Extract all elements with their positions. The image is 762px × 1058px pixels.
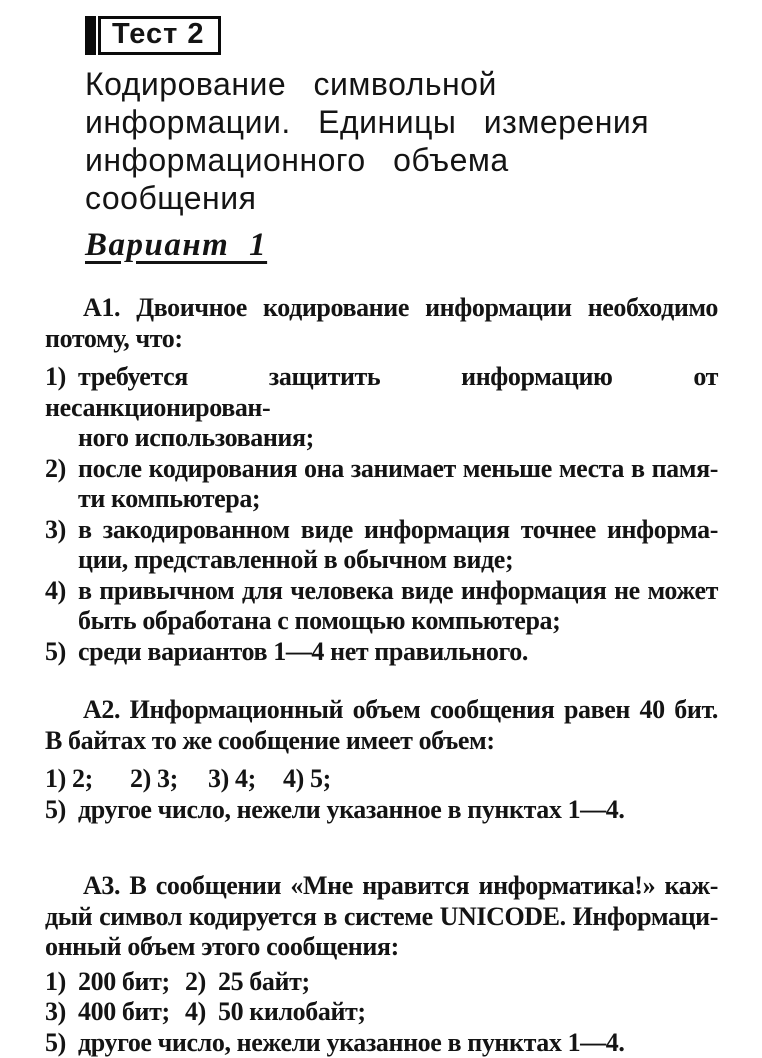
option-text: среди вариантов 1—4 нет правильного.	[78, 637, 528, 666]
question-a3	[45, 871, 718, 1058]
options-grid-row	[45, 997, 718, 1028]
option-number: 3)	[208, 764, 229, 793]
variant-heading: Вариант 1	[85, 225, 267, 265]
question-a3-text	[45, 871, 718, 963]
option-text: 5;	[310, 764, 331, 793]
option-2	[130, 764, 208, 795]
option-text: 200 бит;	[78, 967, 170, 996]
option-number: 4)	[283, 764, 304, 793]
question-number: А2.	[83, 695, 120, 724]
title-line: Кодирование символьной	[85, 65, 718, 103]
question-number: А3.	[83, 871, 120, 900]
question-line	[45, 293, 718, 324]
test-badge	[85, 16, 221, 55]
option-text: 3;	[157, 764, 178, 793]
title-line: информационного объема	[85, 141, 718, 179]
option-4	[45, 576, 718, 637]
question-line: В байтах то же сообщение имеет объем:	[45, 726, 718, 757]
option-number: 1)	[45, 764, 66, 793]
page-title	[85, 65, 718, 217]
question-number: А1.	[83, 293, 120, 322]
question-a2	[45, 695, 718, 825]
option-number: 3)	[45, 515, 78, 546]
option-5	[45, 795, 718, 826]
option-number: 1)	[45, 362, 78, 393]
question-a1	[45, 293, 718, 667]
question-line-text: В сообщении «Мне нравится информатика!» каж-	[129, 871, 718, 900]
option-text: 2;	[72, 764, 93, 793]
option-line	[45, 454, 718, 485]
option-3	[45, 997, 185, 1028]
question-a1-text	[45, 293, 718, 354]
question-line	[45, 871, 718, 902]
title-line: сообщения	[85, 179, 718, 217]
option-number: 5)	[45, 637, 78, 668]
option-5	[45, 637, 718, 668]
option-number: 5)	[45, 795, 78, 826]
option-line	[45, 795, 718, 826]
option-1	[45, 362, 718, 454]
option-text: другое число, нежели указанное в пунктах 1—4.	[78, 795, 625, 824]
test-body	[45, 293, 718, 1058]
question-line-text: Информационный объем сообщения равен 40 бит.	[130, 695, 718, 724]
question-line: дый символ кодируется в системе UNICODE. Информаци-	[45, 902, 718, 933]
question-line-text: Двоичное кодирование информации необходимо	[136, 293, 718, 322]
option-line	[45, 637, 718, 668]
options-inline-row	[45, 764, 718, 795]
option-number: 1)	[45, 967, 78, 998]
option-3	[208, 764, 283, 795]
option-line: быть обработана с помощью компьютера;	[45, 606, 718, 637]
option-number: 2)	[185, 967, 218, 998]
option-4	[283, 764, 331, 795]
option-text: 25 байт;	[218, 967, 310, 996]
option-1	[45, 967, 185, 998]
question-line: онный объем этого сообщения:	[45, 932, 718, 963]
option-text: другое число, нежели указанное в пунктах 1—4.	[78, 1028, 625, 1057]
option-3	[45, 515, 718, 576]
badge-tab-decoration	[85, 16, 96, 55]
option-2	[45, 454, 718, 515]
option-text: в закодированном виде информация точнее информа-	[78, 515, 718, 544]
option-line	[45, 515, 718, 546]
option-5	[45, 1028, 718, 1058]
option-line: ции, представленной в обычном виде;	[45, 545, 718, 576]
option-text: в привычном для человека виде информация не может	[78, 576, 718, 605]
options-a3	[45, 967, 718, 1058]
option-line	[45, 576, 718, 607]
question-line	[45, 695, 718, 726]
option-text: 4;	[235, 764, 256, 793]
option-number: 2)	[130, 764, 151, 793]
options-a1	[45, 362, 718, 667]
option-line: ти компьютера;	[45, 484, 718, 515]
option-text: 400 бит;	[78, 997, 170, 1026]
options-a2	[45, 764, 718, 825]
option-4	[185, 997, 366, 1028]
option-number: 2)	[45, 454, 78, 485]
option-text: после кодирования она занимает меньше места в памя-	[78, 454, 718, 483]
options-grid-row	[45, 967, 718, 998]
option-text: 50 килобайт;	[218, 997, 366, 1026]
test-label: Тест 2	[98, 16, 221, 55]
option-line	[45, 1028, 718, 1058]
option-number: 4)	[45, 576, 78, 607]
option-line: ного использования;	[45, 423, 718, 454]
option-2	[185, 967, 310, 998]
option-number: 5)	[45, 1028, 78, 1058]
option-text: требуется защитить информацию от несанкционирован-	[45, 362, 718, 422]
option-1	[45, 764, 130, 795]
question-line: потому, что:	[45, 324, 718, 355]
option-line	[45, 362, 718, 423]
question-a2-text	[45, 695, 718, 756]
option-number: 3)	[45, 997, 78, 1028]
title-line: информации. Единицы измерения	[85, 103, 718, 141]
option-number: 4)	[185, 997, 218, 1028]
